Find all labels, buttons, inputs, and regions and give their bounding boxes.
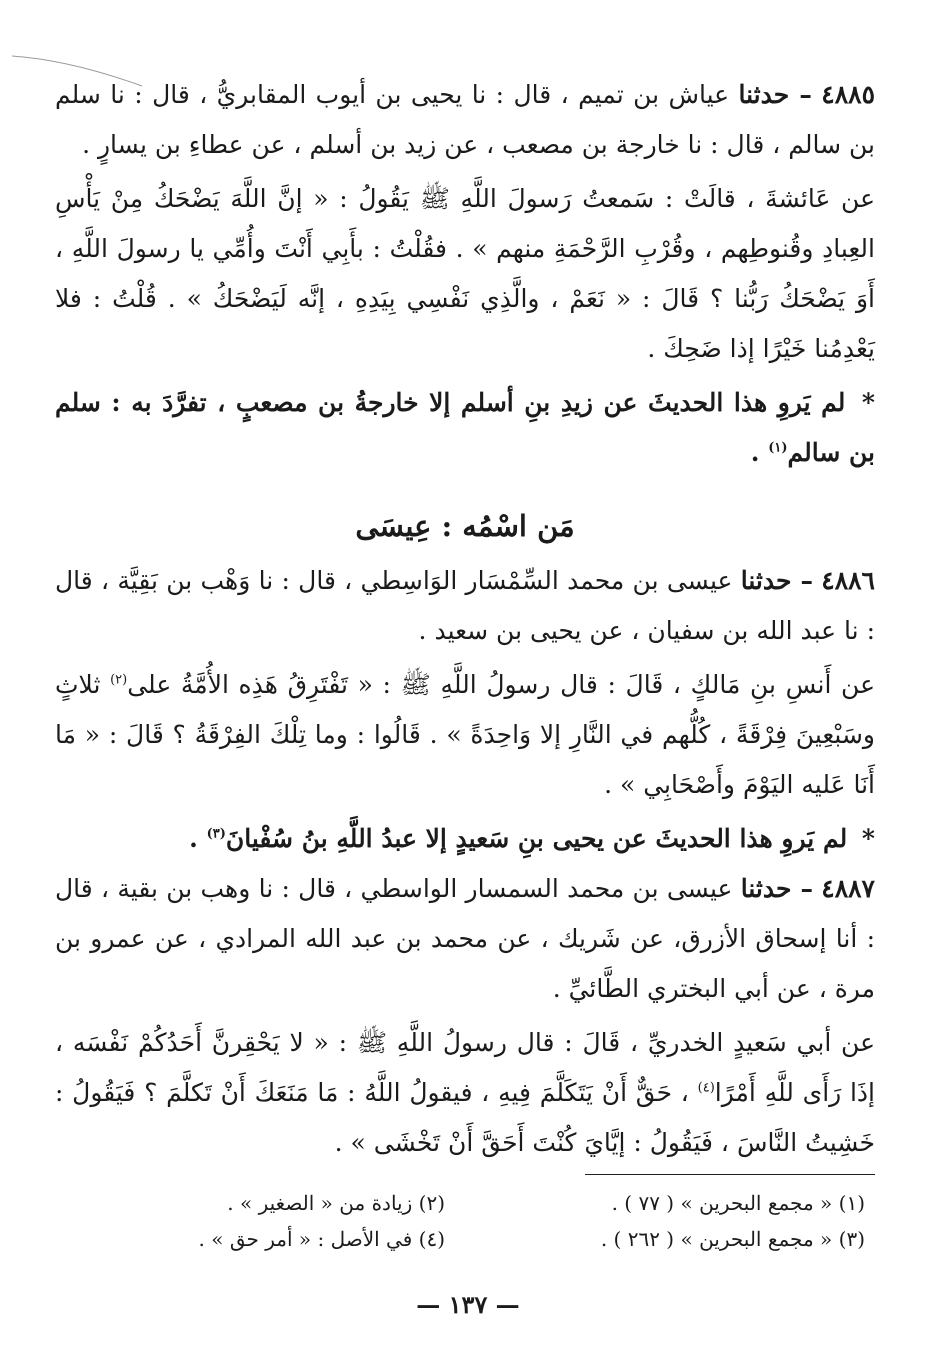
page-number: — ١٣٧ —	[416, 1290, 520, 1319]
hadith-4886-isnad: ٤٨٨٦ – حدثنا عيسى بن محمد السِّمْسَار الوَاسِطي ، قال : نا وَهْب بن بَقِيَّة ، قال : نا عبد الله بن سفيان ، عن يحيى بن سعيد .	[55, 566, 875, 645]
hadith-lead-word: حدثنا	[738, 80, 790, 109]
footnote-ref: (٤)	[697, 1080, 715, 1096]
page-body	[55, 70, 875, 1257]
footnote-1: (١) « مجمع البحرين » ( ٧٧ ) .	[611, 1191, 865, 1215]
footnote-divider	[585, 1174, 875, 1175]
note-end: .	[750, 438, 760, 467]
hadith-4886-matn	[55, 660, 875, 810]
hadith-4887-matn	[55, 1018, 875, 1168]
hadith-lead-word: حدثنا	[740, 874, 792, 903]
isnad-text: عيسى بن محمد السمسار الواسطي ، قال : نا وهب بن بقية ، قال : أنا إسحاق الأزرق، عن شَريك ، عن محمد بن عبد الله المرادي ، عن عمرو بن مرة ، عن أبي البختري الطَّائيِّ .	[55, 874, 875, 1003]
hadith-4885-isnad: ٤٨٨٥ – حدثنا عياش بن تميم ، قال : نا يحيى بن أيوب المقابريُّ ، قال : نا سلم بن سالم ، قال : نا خارجة بن مصعب ، عن زيد بن أسلم ، عن عطاءِ بن يسارٍ .	[55, 80, 875, 159]
footnote-ref: (٢)	[110, 672, 128, 688]
isnad-text: عياش بن تميم ، قال : نا يحيى بن أيوب المقابريُّ ، قال : نا سلم بن سالم ، قال : نا خارجة بن مصعب ، عن زيد بن أسلم ، عن عطاءِ بن يسارٍ .	[55, 80, 875, 159]
hadith-number: ٤٨٨٧	[821, 874, 875, 903]
note-star: *	[861, 388, 875, 417]
note-star: *	[861, 824, 875, 853]
matn-text-a: عن أبي سَعيدٍ الخدريِّ ، قَالَ : قال رسولُ اللَّهِ ﷺ : « لا يَحْقِرنَّ أَحَدُكُمْ نَفْسَه ، إذَا رَأَى للَّهِ أَمْرًا	[55, 1028, 875, 1107]
hadith-4887-isnad: ٤٨٨٧ – حدثنا عيسى بن محمد السمسار الواسطي ، قال : نا وهب بن بقية ، قال : أنا إسحاق الأزرق، عن شَريك ، عن محمد بن عبد الله المرادي ، عن عمرو بن مرة ، عن أبي البختري الطَّائيِّ .	[55, 874, 875, 1003]
note-text: لم يَروِ هذا الحديثَ عن يحيى بنِ سَعيدٍ إلا عبدُ اللَّهِ بنُ سُفْيانَ	[225, 824, 848, 853]
hadith-4885-note	[55, 378, 875, 478]
footnote-2: (٢) زيادة من « الصغير » .	[227, 1191, 445, 1215]
note-text: لم يَروِ هذا الحديثَ عن زيدِ بنِ أسلم إلا خارجةُ بن مصعبٍ ، تفرَّدَ به : سلم بن سالم	[55, 388, 875, 467]
hadith-4886-note	[55, 814, 875, 864]
hadith-number: ٤٨٨٥	[821, 80, 875, 109]
section-title: مَن اسْمُه : عِيسَى	[355, 509, 575, 543]
hadith-4885-matn	[55, 174, 875, 374]
footnote-3: (٣) « مجمع البحرين » ( ٢٦٢ ) .	[600, 1227, 865, 1251]
note-end: .	[189, 824, 198, 853]
hadith-number: ٤٨٨٦	[821, 566, 875, 595]
matn-text-a: عن أَنسِ بنِ مَالكٍ ، قَالَ : قال رسولُ اللَّهِ ﷺ : « تَفْتَرِقُ هَذِه الأُمَّةُ على	[127, 670, 875, 699]
isnad-text: عيسى بن محمد السِّمْسَار الوَاسِطي ، قال : نا وَهْب بن بَقِيَّة ، قال : نا عبد الله بن سفيان ، عن يحيى بن سعيد .	[55, 566, 875, 645]
footnote-4: (٤) في الأصل : « أمر حق » .	[198, 1227, 445, 1251]
matn-text-b: ، حَقٌّ أَنْ يَتَكَلَّمَ فِيهِ ، فيقولُ اللَّهُ : مَا مَنَعَكَ أَنْ تَكلَّمَ ؟ فَيَقُولُ : خَشِيتُ النَّاسَ ، فَيَقُولُ : إيَّايَ كُنْتَ أَحَقَّ أَنْ تَخْشَى » .	[55, 1078, 875, 1157]
footnote-ref: (١)	[768, 440, 788, 456]
matn-text: عن عَائشةَ ، قالَتْ : سَمعتُ رَسولَ اللَّهِ ﷺ يَقُولُ : « إنَّ اللَّهَ يَضْحَكُ مِنْ يَأْسِ العِبادِ وقُنوطِهم ، وقُرْبِ الرَّحْمَةِ منهم » . فقُلْتُ : بأَبِي أَنْتَ وأُمِّي يا رسولَ اللَّهِ ، أَوَ يَضْحَكُ رَبُّنا ؟ قَالَ : « نَعَمْ ، والَّذِي نَفْسِي بِيَدِهِ ، إنَّه لَيَضْحَكُ » . قُلْتُ : فلا يَعْدِمُنا خَيْرًا إذا ضَحِكَ .	[55, 184, 875, 363]
footnote-ref: (٣)	[206, 826, 226, 842]
footnotes	[55, 1185, 875, 1257]
hadith-lead-word: حدثنا	[740, 566, 792, 595]
matn-text-b: ثلاثٍ وسَبْعِينَ فِرْقَةً ، كُلُّهم في النَّارِ إلا وَاحِدَةً » . قَالُوا : وما تِلْكَ الفِرْقَةُ ؟ قَالَ : « مَا أَنَا عَليه اليَوْمَ وأَصْحَابِي » .	[55, 670, 875, 799]
